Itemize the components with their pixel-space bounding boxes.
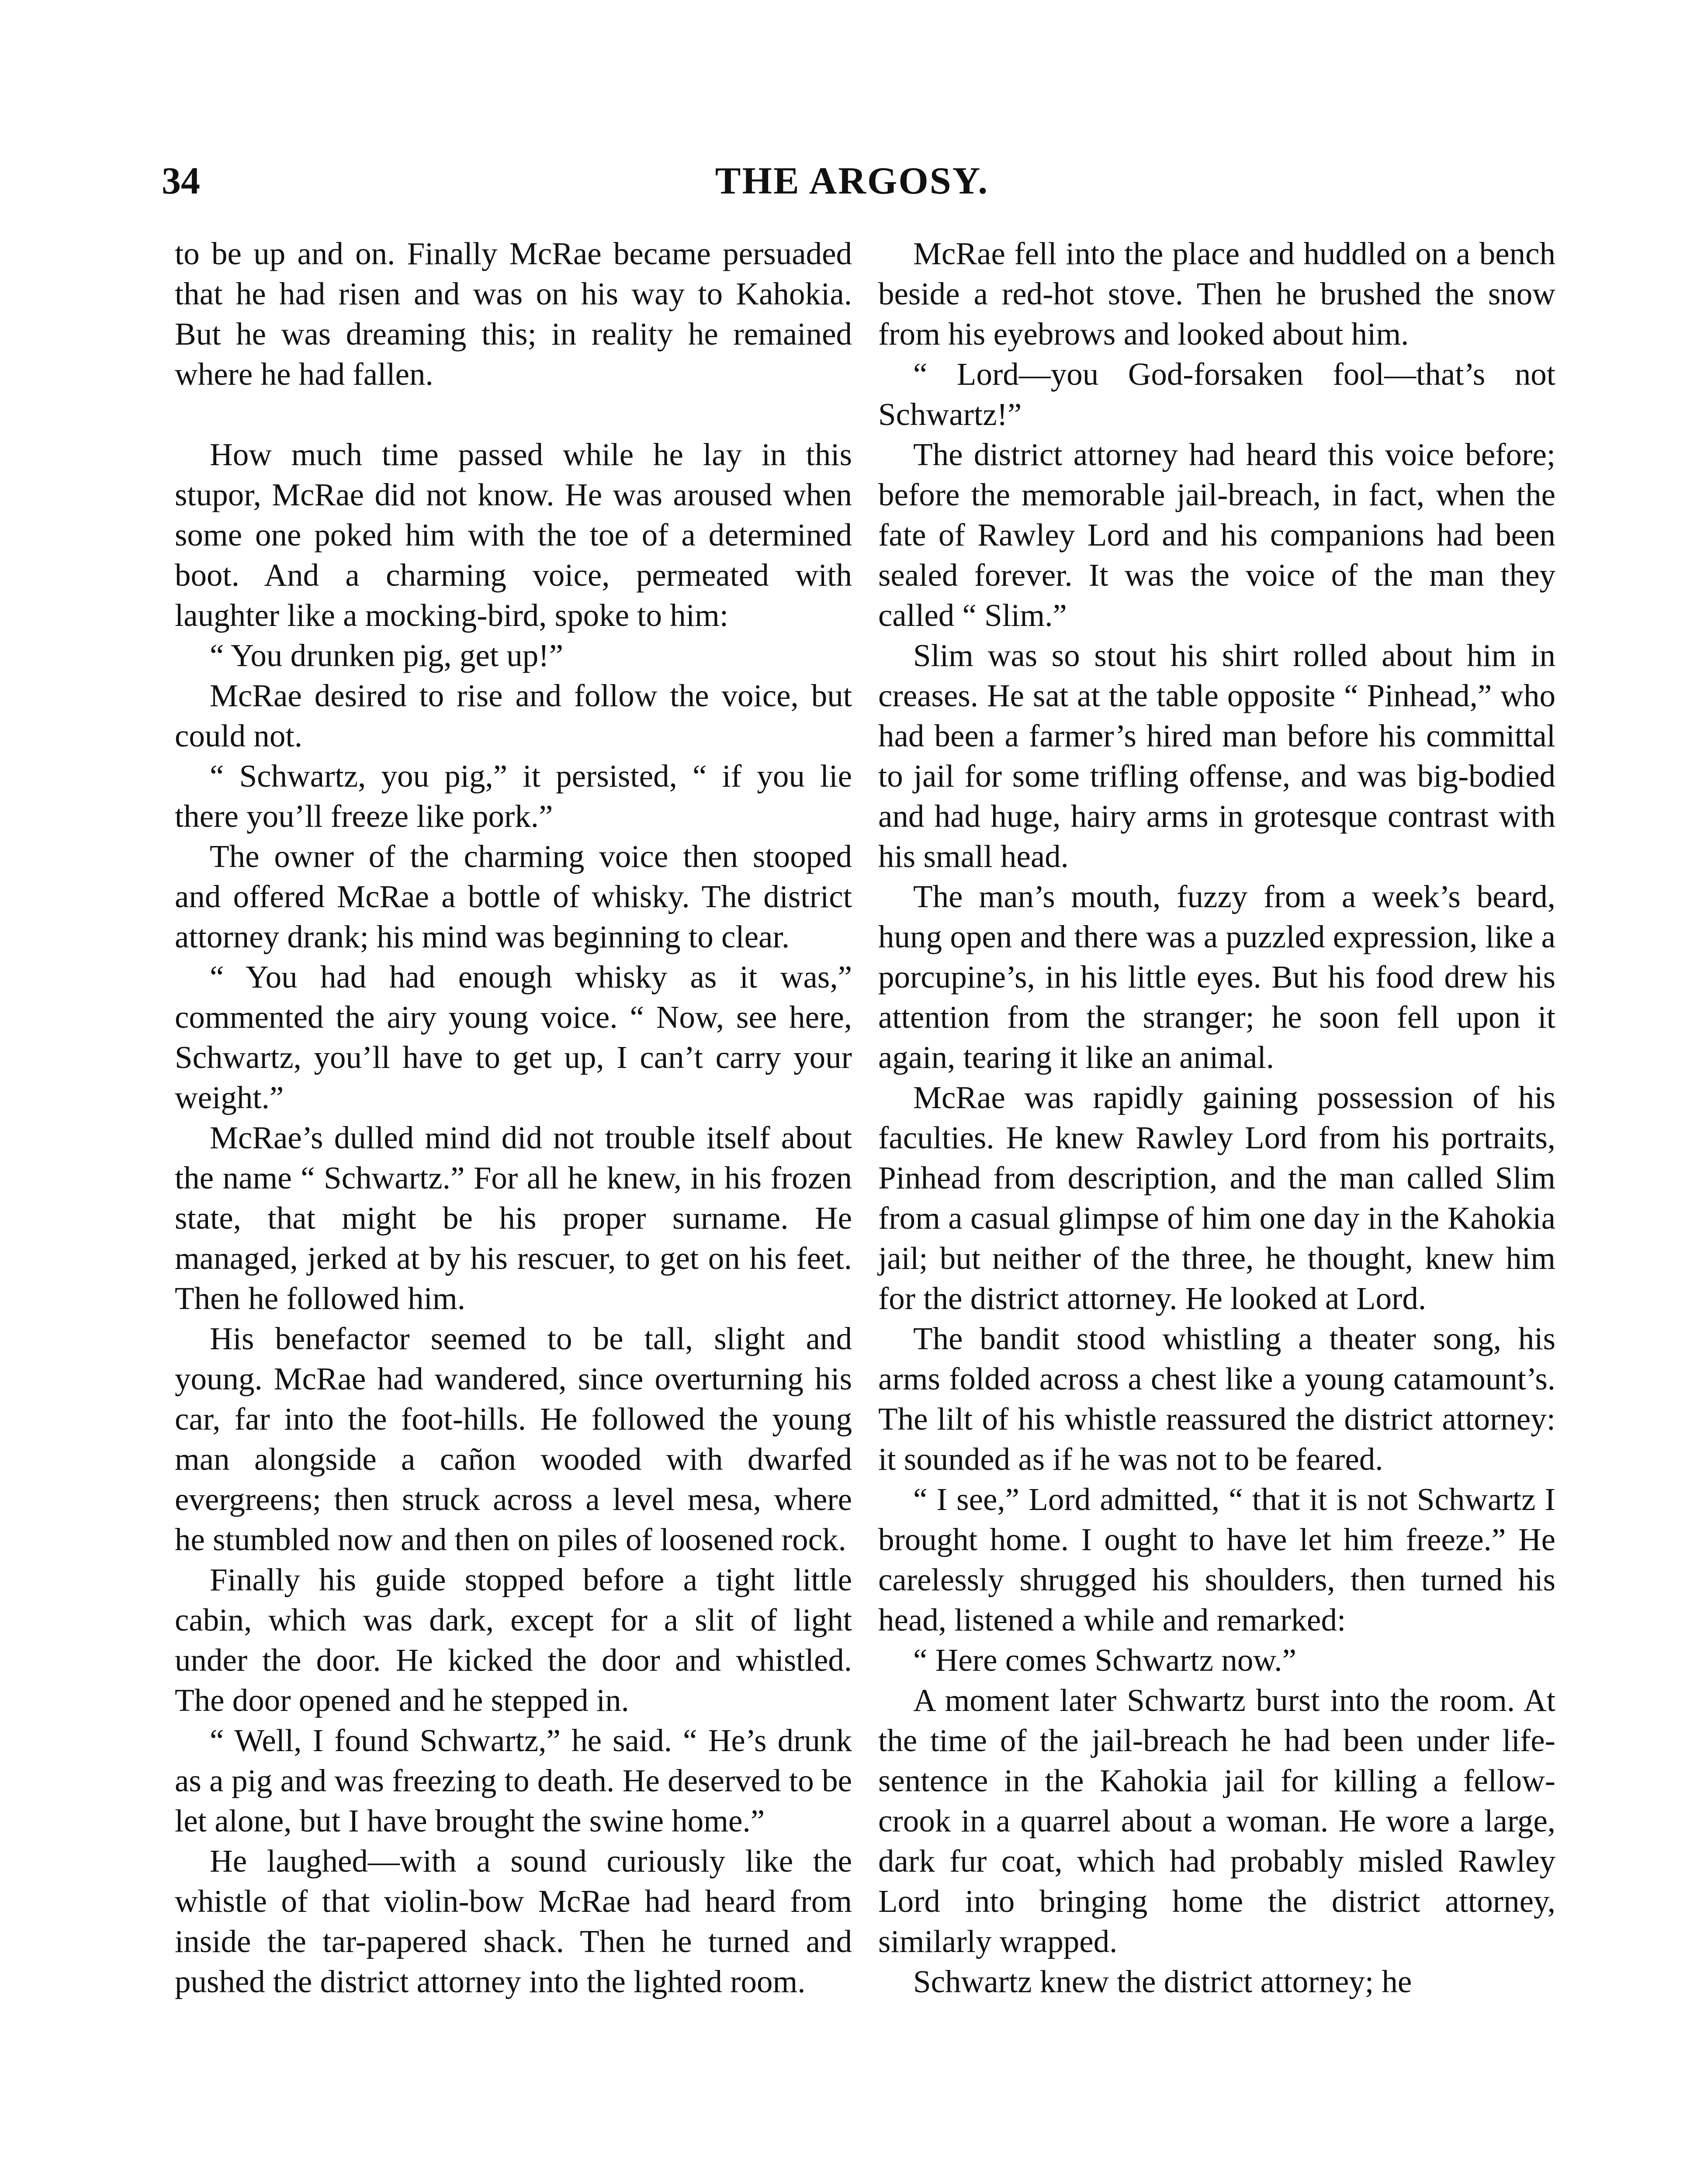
paragraph: His benefactor seemed to be tall, slight and young. McRae had wandered, since overturning his car, far into the foot-hills. He followed the young man alongside a cañon wooded with dwarfed evergreens; then struck across a level mesa, where he stumbled now and then on piles of loosened rock.	[175, 1321, 852, 1557]
paragraph: “ You had had enough whisky as it was,” commented the airy young voice. “ Now, see here, Schwartz, you’ll have to get up, I can’t carry your weight.”	[175, 959, 852, 1115]
paragraph: “ Schwartz, you pig,” it persisted, “ if you lie there you’ll freeze like pork.”	[175, 758, 852, 834]
paragraph: Finally his guide stopped before a tight little cabin, which was dark, except for a slit of light under the door. He kicked the door and whistled. The door opened and he stepped in.	[175, 1562, 852, 1718]
paragraph: “ Well, I found Schwartz,” he said. “ He’s drunk as a pig and was freezing to death. He deserved to be let alone, but I have brought the swine home.”	[175, 1723, 852, 1838]
paragraph: “ Lord—you God-forsaken fool—that’s not Schwartz!”	[878, 356, 1555, 432]
paragraph: Slim was so stout his shirt rolled about him in creases. He sat at the table opposite “ Pinhead,” who had been a farmer’s hired man before his committal to jail for some trifling offense, and was big-bodied and had huge, hairy arms in grotesque contrast with his small head.	[878, 638, 1555, 874]
right-column	[878, 234, 1555, 2002]
running-title: THE ARGOSY.	[715, 160, 989, 202]
paragraph: “ You drunken pig, get up!”	[210, 638, 563, 673]
paragraph: A moment later Schwartz burst into the room. At the time of the jail-breach he had been under life-sentence in the Kahokia jail for killing a fellow-crook in a quarrel about a woman. He wore a large, dark fur coat, which had probably misled Rawley Lord into bringing home the district attorney, similarly wrapped.	[878, 1683, 1555, 1959]
paragraph: McRae desired to rise and follow the voice, but could not.	[175, 678, 852, 753]
paragraph: McRae’s dulled mind did not trouble itself about the name “ Schwartz.” For all he knew, in his frozen state, that might be his proper surname. He managed, jerked at by his rescuer, to get on his feet. Then he followed him.	[175, 1120, 852, 1316]
page-header	[162, 155, 1542, 216]
paragraph: The man’s mouth, fuzzy from a week’s beard, hung open and there was a puzzled expression, like a porcupine’s, in his little eyes. But his food drew his attention from the stranger; he soon fell upon it again, tearing it like an animal.	[878, 879, 1555, 1075]
left-column	[175, 234, 852, 2002]
paragraph: McRae fell into the place and huddled on a bench beside a red-hot stove. Then he brushed the snow from his eyebrows and looked about him.	[878, 236, 1555, 352]
paragraph: The district attorney had heard this voice before; before the memorable jail-breach, in fact, when the fate of Rawley Lord and his companions had been sealed forever. It was the voice of the man they called “ Slim.”	[878, 437, 1555, 633]
paragraph: “ Here comes Schwartz now.”	[913, 1642, 1296, 1678]
page-number: 34	[162, 160, 200, 202]
paragraph: “ I see,” Lord admitted, “ that it is not Schwartz I brought home. I ought to have let him freeze.” He carelessly shrugged his shoulders, then turned his head, listened a while and remarked:	[878, 1482, 1555, 1638]
paragraph: The owner of the charming voice then stooped and offered McRae a bottle of whisky. The district attorney drank; his mind was beginning to clear.	[175, 839, 852, 954]
paragraph: to be up and on. Finally McRae became persuaded that he had risen and was on his way to Kahokia. But he was dreaming this; in reality he remained where he had fallen.	[175, 236, 852, 392]
paragraph: Schwartz knew the district attorney; he	[913, 1964, 1412, 1999]
paragraph: He laughed—with a sound curiously like the whistle of that violin-bow McRae had heard from inside the tar-papered shack. Then he turned and pushed the district attorney into the lighted room.	[175, 1843, 852, 1999]
paragraph: How much time passed while he lay in this stupor, McRae did not know. He was aroused when some one poked him with the toe of a determined boot. And a charming voice, permeated with laughter like a mocking-bird, spoke to him:	[175, 437, 852, 633]
paragraph: McRae was rapidly gaining possession of his faculties. He knew Rawley Lord from his portraits, Pinhead from description, and the man called Slim from a casual glimpse of him one day in the Kahokia jail; but neither of the three, he thought, knew him for the district attorney. He looked at Lord.	[878, 1080, 1555, 1316]
paragraph: The bandit stood whistling a theater song, his arms folded across a chest like a young catamount’s. The lilt of his whistle reassured the district attorney: it sounded as if he was not to be feared.	[878, 1321, 1555, 1477]
